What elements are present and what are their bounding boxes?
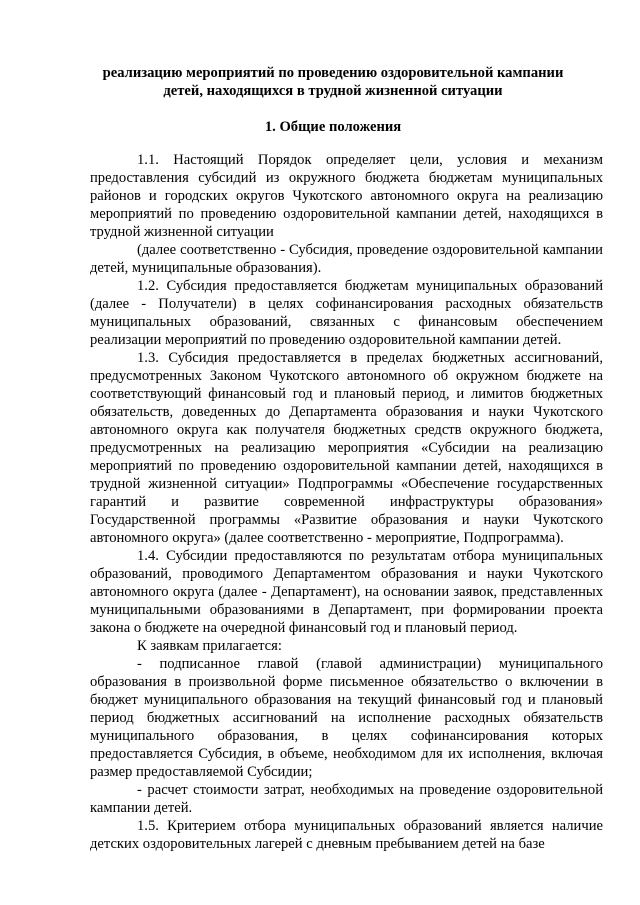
attachment-item-cost-calculation: - расчет стоимости затрат, необходимых на проведение оздоровительной кампании детей. — [90, 782, 603, 816]
paragraph-1-5: 1.5. Критерием отбора муниципальных образований является наличие детских оздоровительных лагерей с дневным пребыванием детей на базе — [90, 818, 603, 852]
document-heading: реализацию мероприятий по проведению оздоровительной кампании детей, находящихся в трудной жизненной ситуации — [102, 65, 564, 99]
attachment-item-obligation: - подписанное главой (главой администрации) муниципального образования в произвольной форме письменное обязательство о включении в бюджет муниципального образования на текущий финансовый год и плановый период бюджетных ассигнований на исполнение расходных обязательств муниципального образования, в целях софинансирования которых предоставляется Субсидия, в объеме, необходимом для их исполнения, включая размер предоставляемой Субсидии; — [90, 656, 603, 780]
section-title: 1. Общие положения — [264, 119, 402, 135]
paragraph-1-3: 1.3. Субсидия предоставляется в пределах бюджетных ассигнований, предусмотренных Законом Чукотского автономного об окружном бюджете на соответствующий финансовый год и плановый период, и лимитов бюджетных обязательств, доведенных до Департамента образования и науки Чукотского автономного округа как получателя бюджетных средств окружного бюджета, предусмотренных на реализацию мероприятия «Субсидии на реализацию мероприятий по проведению оздоровительной кампании детей, находящихся в трудной жизненной ситуации» Подпрограммы «Обеспечение государственных гарантий и развитие современной инфраструктуры образования» Государственной программы «Развитие образования и науки Чукотского автономного округа» (далее соответственно - мероприятие, Подпрограмма). — [90, 350, 603, 546]
attachments-intro: К заявкам прилагается: — [137, 638, 282, 654]
paragraph-1-1-continuation: (далее соответственно - Субсидия, проведение оздоровительной кампании детей, муниципальные образования). — [90, 242, 603, 276]
document-body — [90, 151, 603, 853]
paragraph-1-1: 1.1. Настоящий Порядок определяет цели, условия и механизм предоставления субсидий из окружного бюджета бюджетам муниципальных районов и городских округов Чукотского автономного округа на реализацию мероприятий по проведению оздоровительной кампании детей, находящихся в трудной жизненной ситуации — [90, 152, 603, 240]
paragraph-1-4: 1.4. Субсидии предоставляются по результатам отбора муниципальных образований, проводимого Департаментом образования и науки Чукотского автономного округа (далее - Департамент), на основании заявок, представленных муниципальными образованиями в Департамент, при формировании проекта закона о бюджете на очередной финансовый год и плановый период. — [90, 548, 603, 636]
paragraph-1-2: 1.2. Субсидия предоставляется бюджетам муниципальных образований (далее - Получатели) в целях софинансирования расходных обязательств муниципальных образований, связанных с финансовым обеспечением реализации мероприятий по проведению оздоровительной кампании детей. — [90, 278, 603, 348]
